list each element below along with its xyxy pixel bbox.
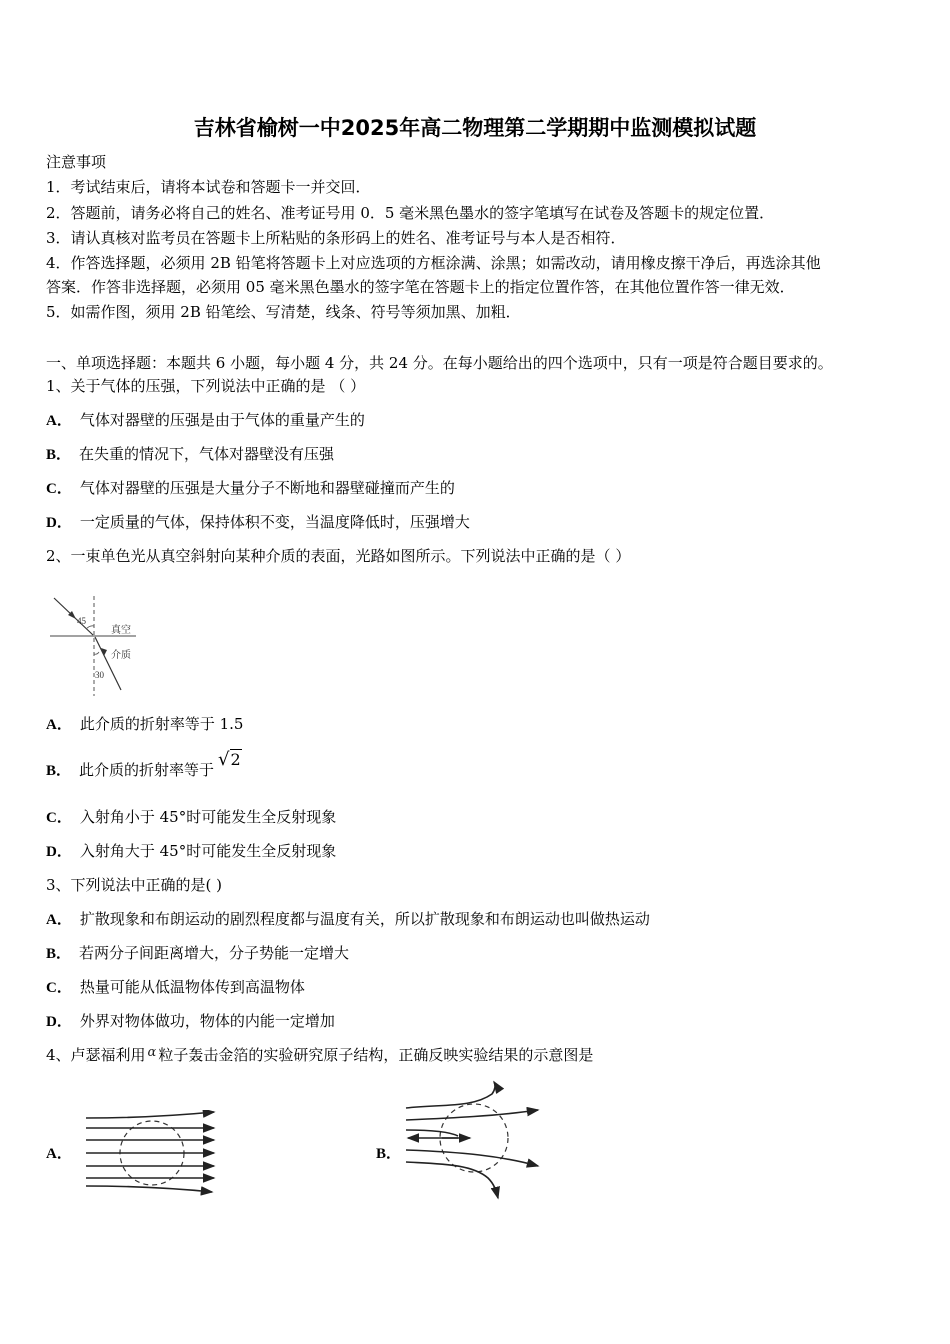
option-text: 扩散现象和布朗运动的剧烈程度都与温度有关，所以扩散现象和布朗运动也叫做热运动 xyxy=(79,910,650,928)
page-title: 吉林省榆树一中2025年高二物理第二学期期中监测模拟试题 xyxy=(193,116,757,140)
q3-option-a xyxy=(46,909,650,930)
q2-option-d xyxy=(46,841,336,862)
q4-figure-a xyxy=(82,1110,222,1198)
option-text: 热量可能从低温物体传到高温物体 xyxy=(79,978,305,996)
option-letter: A． xyxy=(46,413,72,429)
option-text: 若两分子间距离增大，分子势能一定增大 xyxy=(79,944,350,962)
alpha-track-deflect-up xyxy=(406,1082,495,1108)
section-heading: 一、单项选择题：本题共 6 小题，每小题 4 分，共 24 分。在每小题给出的四个选项中，只有一项是符合题目要求的。 xyxy=(46,354,833,372)
notice-heading: 注意事项 xyxy=(46,153,107,171)
q2-option-b xyxy=(46,749,242,781)
q1-option-b xyxy=(46,444,334,465)
notice-item-4: 4．作答选择题，必须用 2B 铅笔将答题卡上对应选项的方框涂满、涂黑；如需改动，请用橡皮擦干净后，再选涂其他 xyxy=(46,254,821,272)
q4-figure-a-label: A． xyxy=(46,1146,72,1162)
q3-option-b xyxy=(46,943,349,964)
notice-item-4-cont: 答案．作答非选择题，必须用 05 毫米黑色墨水的签字笔在答题卡上的指定位置作答，在其他位置作答一律无效． xyxy=(46,278,795,296)
option-text: 气体对器壁的压强是大量分子不断地和器壁碰撞而产生的 xyxy=(79,479,455,497)
q3-option-c xyxy=(46,977,305,998)
angle-label-bottom: 30 xyxy=(95,670,104,680)
notice-item-3: 3．请认真核对监考员在答题卡上所粘贴的条形码上的姓名、准考证号与本人是否相符． xyxy=(46,229,626,247)
radical-sign: √ xyxy=(218,749,230,770)
q4-figure-b-label: B． xyxy=(376,1146,402,1162)
option-letter: B． xyxy=(46,763,72,779)
alpha-track-7 xyxy=(86,1186,212,1192)
option-text: 气体对器壁的压强是由于气体的重量产生的 xyxy=(79,411,365,429)
refraction-diagram xyxy=(46,592,146,700)
q2-stem: 2、一束单色光从真空斜射向某种介质的表面，光路如图所示。下列说法中正确的是（ ） xyxy=(46,547,631,565)
q2-option-c xyxy=(46,807,336,828)
q4-figure-b xyxy=(402,1080,546,1202)
angle-label-top: 45 xyxy=(77,616,86,626)
option-letter: B． xyxy=(46,946,72,962)
q3-option-d xyxy=(46,1011,335,1032)
q1-option-a xyxy=(46,410,365,431)
option-text: 在失重的情况下，气体对器壁没有压强 xyxy=(79,445,335,463)
q4-stem xyxy=(46,1045,593,1067)
q2-option-a xyxy=(46,714,243,735)
q1-option-c xyxy=(46,478,455,499)
option-letter: B． xyxy=(46,447,72,463)
option-letter: A． xyxy=(46,912,72,928)
medium-label: 介质 xyxy=(111,650,131,661)
option-letter: D． xyxy=(46,844,72,860)
q4-stem-before: 4、卢瑟福利用 xyxy=(46,1046,146,1064)
vacuum-label: 真空 xyxy=(111,625,131,636)
alpha-track-deflect-down xyxy=(406,1162,498,1198)
q4-stem-after: 粒子轰击金箔的实验研究原子结构，正确反映实验结果的示意图是 xyxy=(158,1046,594,1064)
option-letter: C． xyxy=(46,980,72,996)
option-letter: D． xyxy=(46,515,72,531)
alpha-track-1 xyxy=(406,1110,538,1120)
q1-option-d xyxy=(46,512,470,533)
notice-item-2: 2．答题前，请务必将自己的姓名、准考证号用 0．5 毫米黑色墨水的签字笔填写在试卷及答题卡的规定位置． xyxy=(46,204,775,222)
option-text: 入射角小于 45°时可能发生全反射现象 xyxy=(79,808,337,826)
option-letter: D． xyxy=(46,1014,72,1030)
angle-arc-top xyxy=(86,626,94,629)
option-letter: C． xyxy=(46,481,72,497)
alpha-track-1 xyxy=(86,1112,214,1118)
alpha-track-backscatter-in xyxy=(406,1130,458,1136)
q3-stem: 3、下列说法中正确的是( ) xyxy=(46,876,223,894)
sqrt-expression xyxy=(218,750,242,770)
q1-stem: 1、关于气体的压强，下列说法中正确的是 （ ） xyxy=(46,377,366,395)
option-text: 一定质量的气体，保持体积不变，当温度降低时，压强增大 xyxy=(79,513,470,531)
option-text: 入射角大于 45°时可能发生全反射现象 xyxy=(79,842,337,860)
angle-arc-bottom xyxy=(94,652,99,654)
option-text: 外界对物体做功，物体的内能一定增加 xyxy=(79,1012,335,1030)
radicand: 2 xyxy=(230,750,241,769)
option-text: 此介质的折射率等于 1.5 xyxy=(79,715,244,733)
option-letter: A． xyxy=(46,717,72,733)
notice-item-5: 5．如需作图，须用 2B 铅笔绘、写清楚，线条、符号等须加黑、加粗． xyxy=(46,303,521,321)
option-text: 此介质的折射率等于 xyxy=(79,761,215,779)
alpha-symbol: α xyxy=(147,1045,157,1060)
refracted-ray xyxy=(95,637,121,690)
notice-item-1: 1．考试结束后，请将本试卷和答题卡一并交回． xyxy=(46,178,371,196)
option-letter: C． xyxy=(46,810,72,826)
